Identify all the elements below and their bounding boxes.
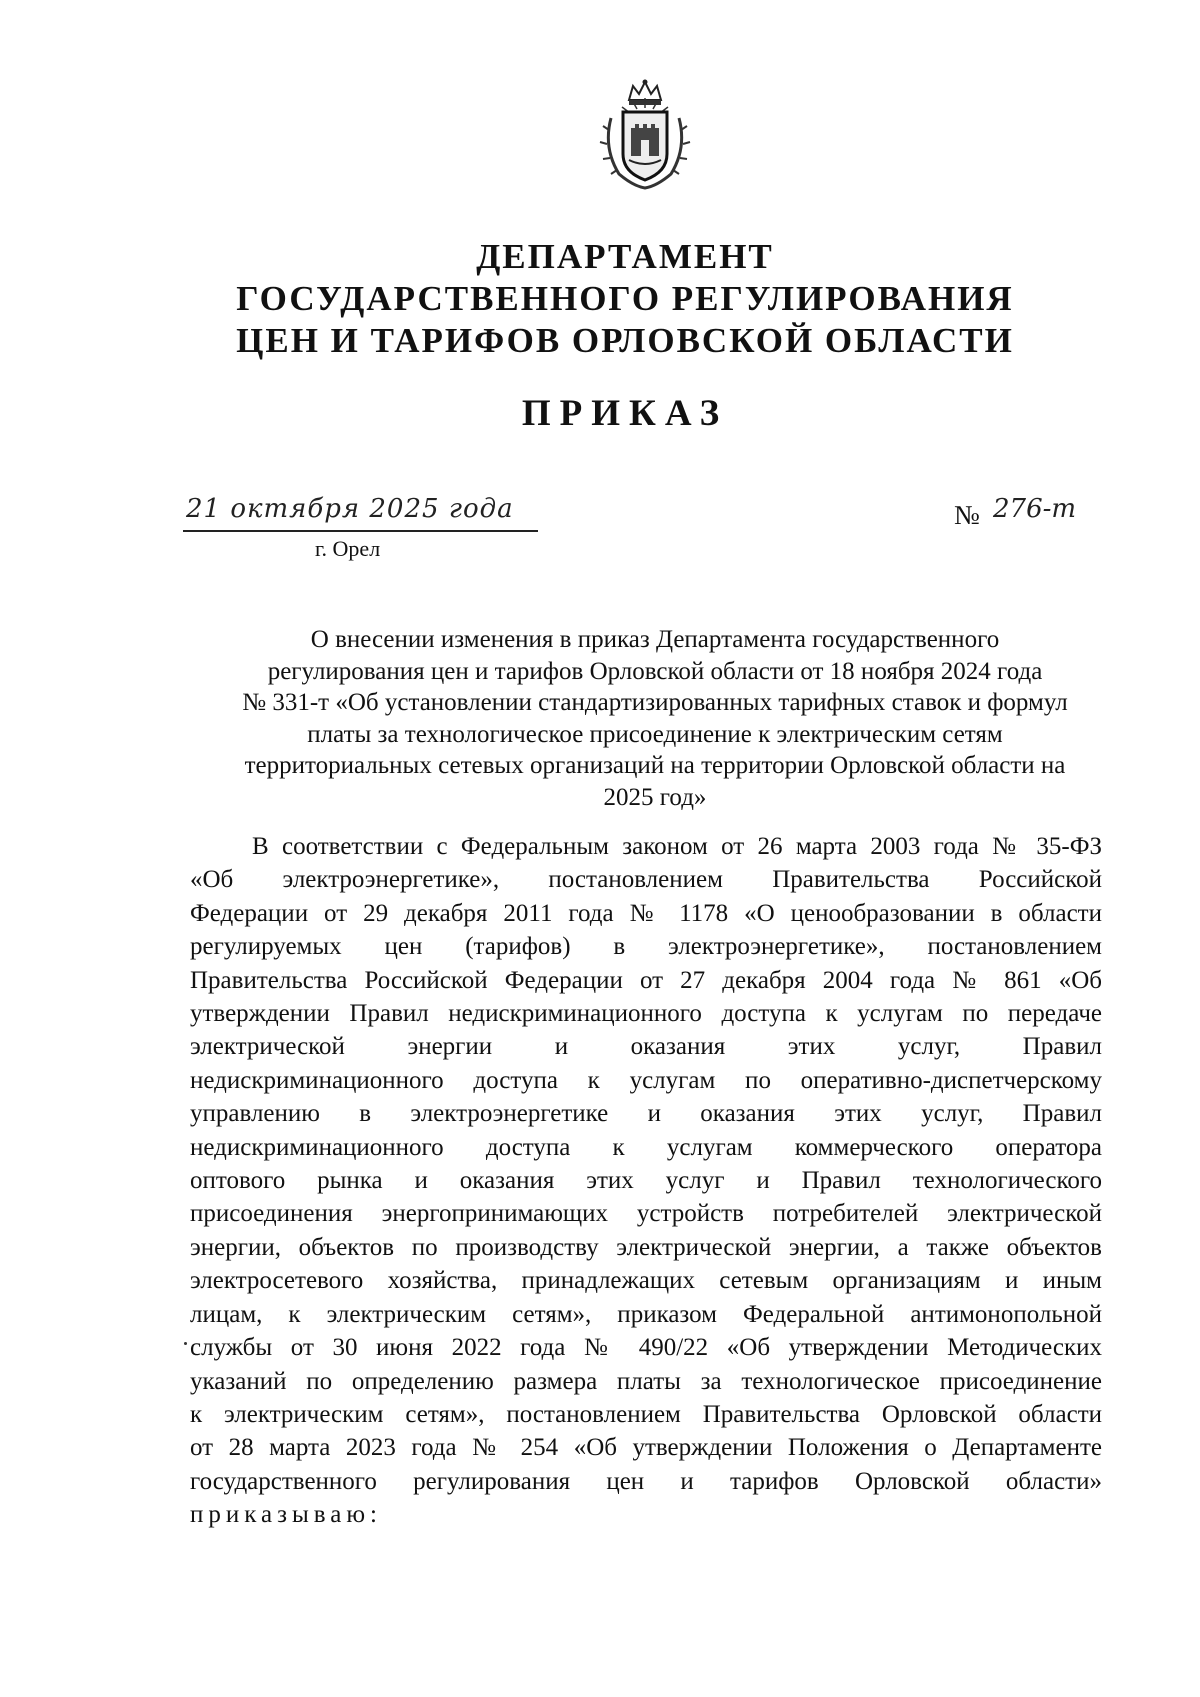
department-name-line: ГОСУДАРСТВЕННОГО РЕГУЛИРОВАНИЯ	[236, 279, 1014, 318]
body-line: Федерации от 29 декабря 2011 года № 1178 «О ценообразовании в области	[190, 899, 1102, 927]
subject-line: № 331-т «Об установлении стандартизированных тарифных ставок и формул	[242, 689, 1068, 716]
body-line: утверждении Правил недискриминационного доступа к услугам по передаче	[190, 1000, 1102, 1028]
order-body	[190, 830, 1102, 1532]
order-subject	[180, 624, 1130, 813]
body-line: лицам, к электрическим сетям», приказом Федеральной антимонопольной	[190, 1300, 1102, 1328]
body-line: недискриминационного доступа к услугам коммерческого оператора	[190, 1133, 1102, 1161]
body-line: службы от 30 июня 2022 года № 490/22 «Об утверждении Методических	[190, 1334, 1102, 1362]
subject-line: О внесении изменения в приказ Департамента государственного	[310, 626, 1000, 653]
body-line: указаний по определению размера платы за технологическое присоединение	[190, 1367, 1102, 1395]
body-line: В соответствии с Федеральным законом от 26 марта 2003 года № 35-ФЗ	[252, 833, 1102, 860]
department-name-line: ДЕПАРТАМЕНТ	[476, 237, 774, 276]
body-line: электрической энергии и оказания этих услуг, Правил	[190, 1033, 1102, 1061]
department-name-line: ЦЕН И ТАРИФОВ ОРЛОВСКОЙ ОБЛАСТИ	[236, 321, 1014, 360]
document-type-title: ПРИКАЗ	[521, 393, 729, 434]
handwritten-date: 21 октября 2025 года	[186, 494, 514, 524]
subject-line: платы за технологическое присоединение к электрическим сетям	[307, 720, 1003, 748]
body-line: «Об электроэнергетике», постановлением Правительства Российской	[190, 866, 1102, 894]
handwritten-number: 276-т	[993, 494, 1077, 524]
body-line: регулируемых цен (тарифов) в электроэнергетике», постановлением	[190, 933, 1102, 961]
body-line: управлению в электроэнергетике и оказания этих услуг, Правил	[190, 1100, 1102, 1128]
body-line: присоединения энергопринимающих устройств потребителей электрической	[190, 1200, 1102, 1228]
scan-speck	[184, 1342, 187, 1345]
body-line: электросетевого хозяйства, принадлежащих сетевым организациям и иным	[190, 1267, 1102, 1295]
subject-line: 2025 год»	[603, 783, 707, 811]
subject-line: регулирования цен и тарифов Орловской области от 18 ноября 2024 года	[267, 657, 1043, 685]
coat-of-arms-icon	[599, 78, 691, 190]
body-line: Правительства Российской Федерации от 27 декабря 2004 года № 861 «Об	[190, 966, 1102, 994]
body-line: к электрическим сетям», постановлением Правительства Орловской области	[190, 1400, 1102, 1428]
city-label: г. Орел	[315, 536, 381, 561]
body-line: энергии, объектов по производству электрической энергии, а также объектов	[190, 1233, 1102, 1261]
body-line: государственного регулирования цен и тарифов Орловской области»	[190, 1467, 1102, 1495]
body-closing: приказываю:	[190, 1501, 382, 1529]
date-underline	[183, 530, 538, 532]
number-label: №	[954, 500, 980, 530]
body-line: недискриминационного доступа к услугам по оперативно-диспетчерскому	[190, 1066, 1102, 1094]
department-name	[160, 236, 1090, 362]
body-line: оптового рынка и оказания этих услуг и Правил технологического	[190, 1167, 1102, 1195]
subject-line: территориальных сетевых организаций на территории Орловской области на	[244, 752, 1066, 779]
body-line: от 28 марта 2023 года № 254 «Об утверждении Положения о Департаменте	[190, 1434, 1102, 1462]
